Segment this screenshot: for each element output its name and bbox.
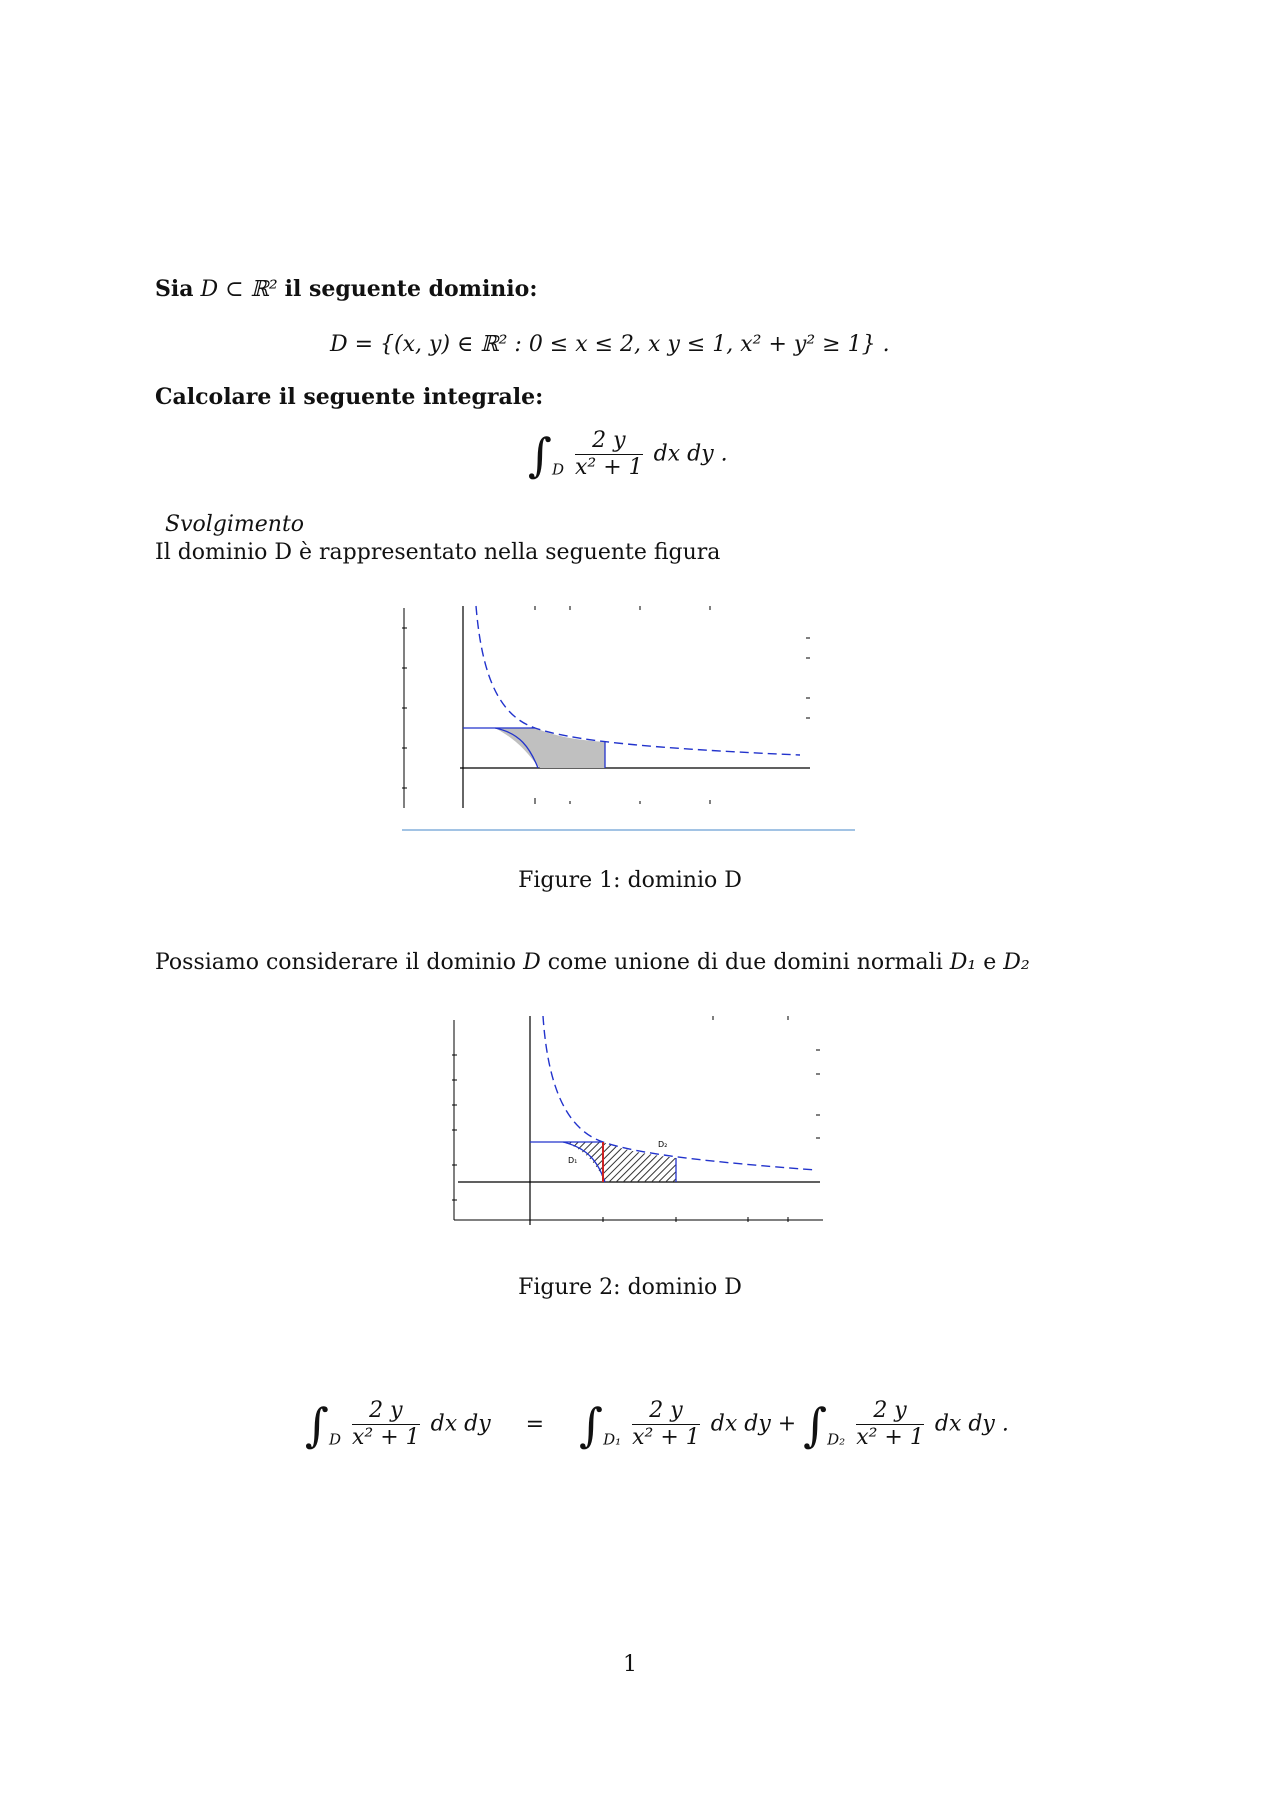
integrand-fraction (575, 428, 643, 481)
solution-line-1: Il dominio D è rappresentato nella seguente figura (155, 540, 721, 565)
task-statement: Calcolare il seguente integrale: (155, 384, 544, 410)
t2-integral-sign: ∫ (803, 1397, 828, 1452)
integral-differentials: dx dy . (653, 441, 728, 467)
intro-math: D ⊂ ℝ² (200, 277, 278, 302)
equals-sign: = (525, 1411, 545, 1437)
t1-subscript: D₁ (603, 1430, 622, 1449)
t2-numerator: 2 y (856, 1398, 924, 1425)
integrand-numerator: 2 y (575, 428, 643, 455)
t1-fraction (632, 1398, 700, 1451)
t1-differentials: dx dy + (710, 1411, 797, 1437)
figure-1-plot (400, 598, 860, 838)
fig2-ticks (452, 1016, 820, 1222)
solution-line-2 (155, 950, 1030, 975)
intro-bold-2: il seguente dominio: (284, 276, 538, 302)
lhs-fraction (352, 1398, 420, 1451)
figure-1-caption: Figure 1: dominio D (518, 868, 742, 893)
t1-numerator: 2 y (632, 1398, 700, 1425)
line2-text-a: Possiamo considerare il dominio (155, 950, 517, 975)
integral-subscript: D (551, 460, 564, 479)
integral-sign: ∫ (528, 427, 552, 482)
lhs-integral-sign: ∫ (305, 1397, 329, 1452)
fig2-label-D1: D₁ (568, 1156, 578, 1165)
t2-differentials: dx dy . (934, 1411, 1009, 1437)
t2-subscript: D₂ (827, 1430, 846, 1449)
main-integral (528, 428, 728, 481)
line2-e: e (983, 950, 997, 975)
t2-fraction (856, 1398, 924, 1451)
lhs-denominator: x² + 1 (352, 1425, 420, 1450)
solution-heading: Svolgimento (165, 512, 305, 537)
line2-D1: D₁ (949, 950, 977, 975)
page-number: 1 (623, 1652, 637, 1677)
figure-2-plot (448, 1010, 828, 1240)
t1-integral-sign: ∫ (579, 1397, 604, 1452)
lhs-differentials: dx dy (430, 1411, 491, 1437)
t2-denominator: x² + 1 (856, 1425, 924, 1450)
domain-definition: D = {(x, y) ∈ ℝ² : 0 ≤ x ≤ 2, x y ≤ 1, x² + y² ≥ 1} . (330, 332, 890, 357)
line2-D2: D₂ (1003, 950, 1030, 975)
integrand-denominator: x² + 1 (575, 455, 643, 480)
line2-text-b: come unione di due domini normali (547, 950, 943, 975)
problem-intro (155, 276, 537, 302)
fig2-label-D2: D₂ (658, 1140, 668, 1149)
intro-bold-1: Sia (155, 276, 194, 302)
figure-2-caption: Figure 2: dominio D (518, 1275, 742, 1300)
decomposition-equation (305, 1398, 1009, 1451)
line2-D: D (523, 950, 541, 975)
t1-denominator: x² + 1 (632, 1425, 700, 1450)
lhs-numerator: 2 y (352, 1398, 420, 1425)
lhs-subscript: D (328, 1430, 341, 1449)
